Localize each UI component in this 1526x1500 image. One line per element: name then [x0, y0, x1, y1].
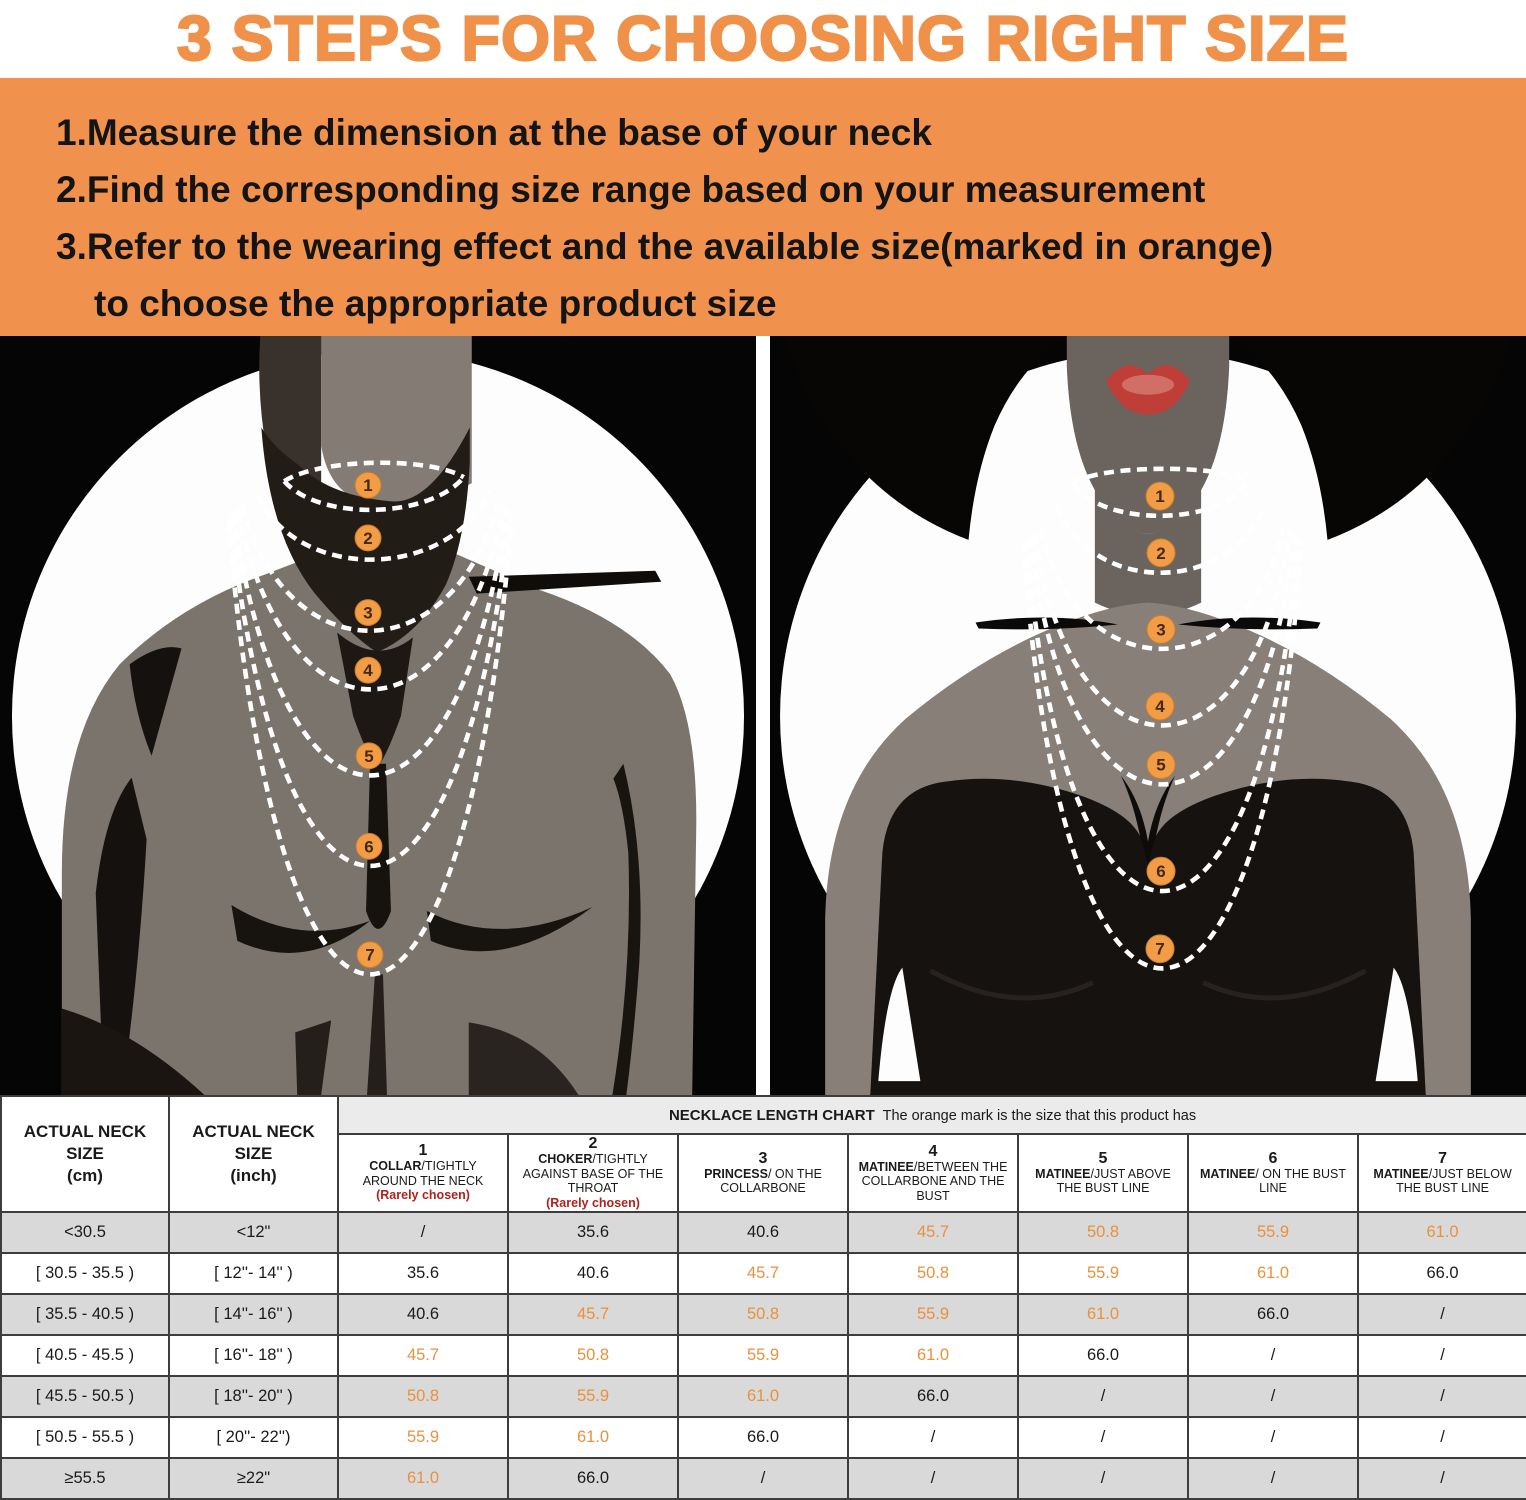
rarely-chosen-note: (Rarely chosen): [376, 1188, 470, 1203]
neck-size-inch-cell: <12": [169, 1212, 338, 1253]
svg-text:7: 7: [1155, 939, 1165, 959]
chart-title: NECKLACE LENGTH CHART The orange mark is the size that this product has: [338, 1096, 1526, 1134]
length-value-cell-7: /: [1358, 1417, 1526, 1458]
size-table-body: [1, 1212, 1526, 1499]
length-value-cell-7: /: [1358, 1294, 1526, 1335]
rarely-chosen-note: (Rarely chosen): [546, 1195, 640, 1210]
length-value-cell-4: /: [848, 1458, 1018, 1499]
svg-text:2: 2: [363, 528, 373, 548]
step-3-continued: to choose the appropriate product size: [94, 283, 777, 324]
length-value-cell-1: 50.8: [338, 1376, 508, 1417]
length-value-cell-2: 40.6: [508, 1253, 678, 1294]
length-value-cell-4: 66.0: [848, 1376, 1018, 1417]
svg-text:5: 5: [364, 746, 374, 766]
neck-size-cm-cell: [ 50.5 - 55.5 ): [1, 1417, 169, 1458]
neck-size-inch-cell: [ 14''- 16'' ): [169, 1294, 338, 1335]
svg-text:1: 1: [363, 476, 373, 496]
length-value-cell-5: 61.0: [1018, 1294, 1188, 1335]
length-value-cell-1: 45.7: [338, 1335, 508, 1376]
size-marker-7: [357, 942, 383, 968]
page-title: 3 STEPS FOR CHOOSING RIGHT SIZE: [176, 4, 1350, 74]
neck-size-cm-cell: [ 35.5 - 40.5 ): [1, 1294, 169, 1335]
length-value-cell-7: /: [1358, 1335, 1526, 1376]
male-panel: [0, 336, 756, 1095]
neck-size-cm-cell: [ 45.5 - 50.5 ): [1, 1376, 169, 1417]
length-value-cell-1: 35.6: [338, 1253, 508, 1294]
female-panel: [770, 336, 1526, 1095]
length-value-cell-4: 45.7: [848, 1212, 1018, 1253]
size-marker-2: [355, 525, 381, 551]
table-row: [1, 1335, 1526, 1376]
size-marker-6: [1147, 857, 1175, 885]
size-marker-2: [1147, 539, 1175, 567]
svg-text:3: 3: [363, 603, 373, 623]
length-value-cell-3: 55.9: [678, 1335, 848, 1376]
length-value-cell-7: 61.0: [1358, 1212, 1526, 1253]
neck-size-cm-header: ACTUAL NECK SIZE (cm): [1, 1096, 169, 1212]
length-value-cell-4: 50.8: [848, 1253, 1018, 1294]
size-marker-4: [1146, 692, 1174, 720]
length-value-cell-7: 66.0: [1358, 1253, 1526, 1294]
step-1: 1.Measure the dimension at the base of your neck: [56, 112, 932, 153]
size-marker-6: [356, 833, 382, 859]
steps-box: [0, 78, 1526, 336]
svg-text:1: 1: [1155, 487, 1165, 507]
length-value-cell-5: 55.9: [1018, 1253, 1188, 1294]
table-row: [1, 1417, 1526, 1458]
neck-size-cm-cell: ≥55.5: [1, 1458, 169, 1499]
neck-size-inch-cell: [ 18''- 20'' ): [169, 1376, 338, 1417]
length-value-cell-3: 61.0: [678, 1376, 848, 1417]
length-value-cell-2: 35.6: [508, 1212, 678, 1253]
length-col-header-5: 5 MATINEE/JUST ABOVE THE BUST LINE: [1018, 1134, 1188, 1212]
length-value-cell-2: 61.0: [508, 1417, 678, 1458]
table-row: [1, 1458, 1526, 1499]
svg-text:5: 5: [1156, 755, 1166, 775]
step-2: 2.Find the corresponding size range based on your measurement: [56, 169, 1206, 210]
length-value-cell-3: /: [678, 1458, 848, 1499]
neck-size-inch-cell: [ 12''- 14'' ): [169, 1253, 338, 1294]
length-value-cell-4: 61.0: [848, 1335, 1018, 1376]
length-value-cell-1: 40.6: [338, 1294, 508, 1335]
size-marker-1: [355, 472, 381, 498]
size-marker-4: [355, 657, 381, 683]
length-value-cell-2: 50.8: [508, 1335, 678, 1376]
svg-text:2: 2: [1156, 543, 1166, 563]
svg-text:3: 3: [1156, 620, 1166, 640]
neck-size-cm-cell: [ 40.5 - 45.5 ): [1, 1335, 169, 1376]
length-value-cell-6: 61.0: [1188, 1253, 1358, 1294]
length-value-cell-3: 45.7: [678, 1253, 848, 1294]
length-value-cell-4: 55.9: [848, 1294, 1018, 1335]
size-marker-3: [355, 600, 381, 626]
necklace-length-chart: [0, 1095, 1526, 1495]
length-value-cell-3: 50.8: [678, 1294, 848, 1335]
svg-text:4: 4: [1155, 697, 1165, 717]
length-col-header-2: 2 CHOKER/TIGHTLY AGAINST BASE OF THE THROAT (Rarely chosen): [508, 1134, 678, 1212]
svg-text:7: 7: [365, 945, 375, 965]
length-value-cell-1: 61.0: [338, 1458, 508, 1499]
neck-size-inch-header: ACTUAL NECK SIZE (inch): [169, 1096, 338, 1212]
length-value-cell-2: 55.9: [508, 1376, 678, 1417]
length-value-cell-2: 45.7: [508, 1294, 678, 1335]
size-table: [0, 1095, 1526, 1500]
length-value-cell-3: 66.0: [678, 1417, 848, 1458]
size-marker-5: [356, 743, 382, 769]
svg-text:6: 6: [364, 837, 374, 857]
length-value-cell-3: 40.6: [678, 1212, 848, 1253]
male-figure-illustration: [0, 336, 756, 1095]
length-value-cell-5: 50.8: [1018, 1212, 1188, 1253]
length-value-cell-1: /: [338, 1212, 508, 1253]
length-value-cell-5: /: [1018, 1417, 1188, 1458]
neck-size-inch-cell: ≥22": [169, 1458, 338, 1499]
length-value-cell-5: 66.0: [1018, 1335, 1188, 1376]
length-col-header-4: 4 MATINEE/BETWEEN THE COLLARBONE AND THE BUST: [848, 1134, 1018, 1212]
svg-text:6: 6: [1156, 862, 1166, 882]
length-value-cell-6: 66.0: [1188, 1294, 1358, 1335]
length-value-cell-6: 55.9: [1188, 1212, 1358, 1253]
step-3: 3.Refer to the wearing effect and the available size(marked in orange): [56, 226, 1274, 267]
length-value-cell-6: /: [1188, 1335, 1358, 1376]
length-value-cell-5: /: [1018, 1376, 1188, 1417]
female-figure-illustration: [770, 336, 1526, 1095]
size-marker-1: [1146, 482, 1174, 510]
figure-panels: [0, 336, 1526, 1095]
size-marker-7: [1146, 935, 1174, 963]
table-row: [1, 1253, 1526, 1294]
length-col-header-7: 7 MATINEE/JUST BELOW THE BUST LINE: [1358, 1134, 1526, 1212]
neck-size-inch-cell: [ 16''- 18'' ): [169, 1335, 338, 1376]
table-row: [1, 1294, 1526, 1335]
length-value-cell-5: /: [1018, 1458, 1188, 1499]
length-col-header-3: 3 PRINCESS/ ON THE COLLARBONE: [678, 1134, 848, 1212]
svg-text:4: 4: [363, 661, 373, 681]
header: [0, 0, 1526, 78]
length-col-header-1: 1 COLLAR/TIGHTLY AROUND THE NECK (Rarely chosen): [338, 1134, 508, 1212]
length-col-header-6: 6 MATINEE/ ON THE BUST LINE: [1188, 1134, 1358, 1212]
length-value-cell-2: 66.0: [508, 1458, 678, 1499]
length-value-cell-7: /: [1358, 1376, 1526, 1417]
table-row: [1, 1212, 1526, 1253]
length-value-cell-7: /: [1358, 1458, 1526, 1499]
neck-size-cm-cell: <30.5: [1, 1212, 169, 1253]
table-row: [1, 1376, 1526, 1417]
size-marker-5: [1147, 751, 1175, 779]
length-value-cell-6: /: [1188, 1376, 1358, 1417]
length-value-cell-1: 55.9: [338, 1417, 508, 1458]
chart-title-row: [1, 1096, 1526, 1134]
size-marker-3: [1147, 616, 1175, 644]
length-value-cell-6: /: [1188, 1417, 1358, 1458]
length-value-cell-6: /: [1188, 1458, 1358, 1499]
length-value-cell-4: /: [848, 1417, 1018, 1458]
neck-size-cm-cell: [ 30.5 - 35.5 ): [1, 1253, 169, 1294]
neck-size-inch-cell: [ 20''- 22''): [169, 1417, 338, 1458]
